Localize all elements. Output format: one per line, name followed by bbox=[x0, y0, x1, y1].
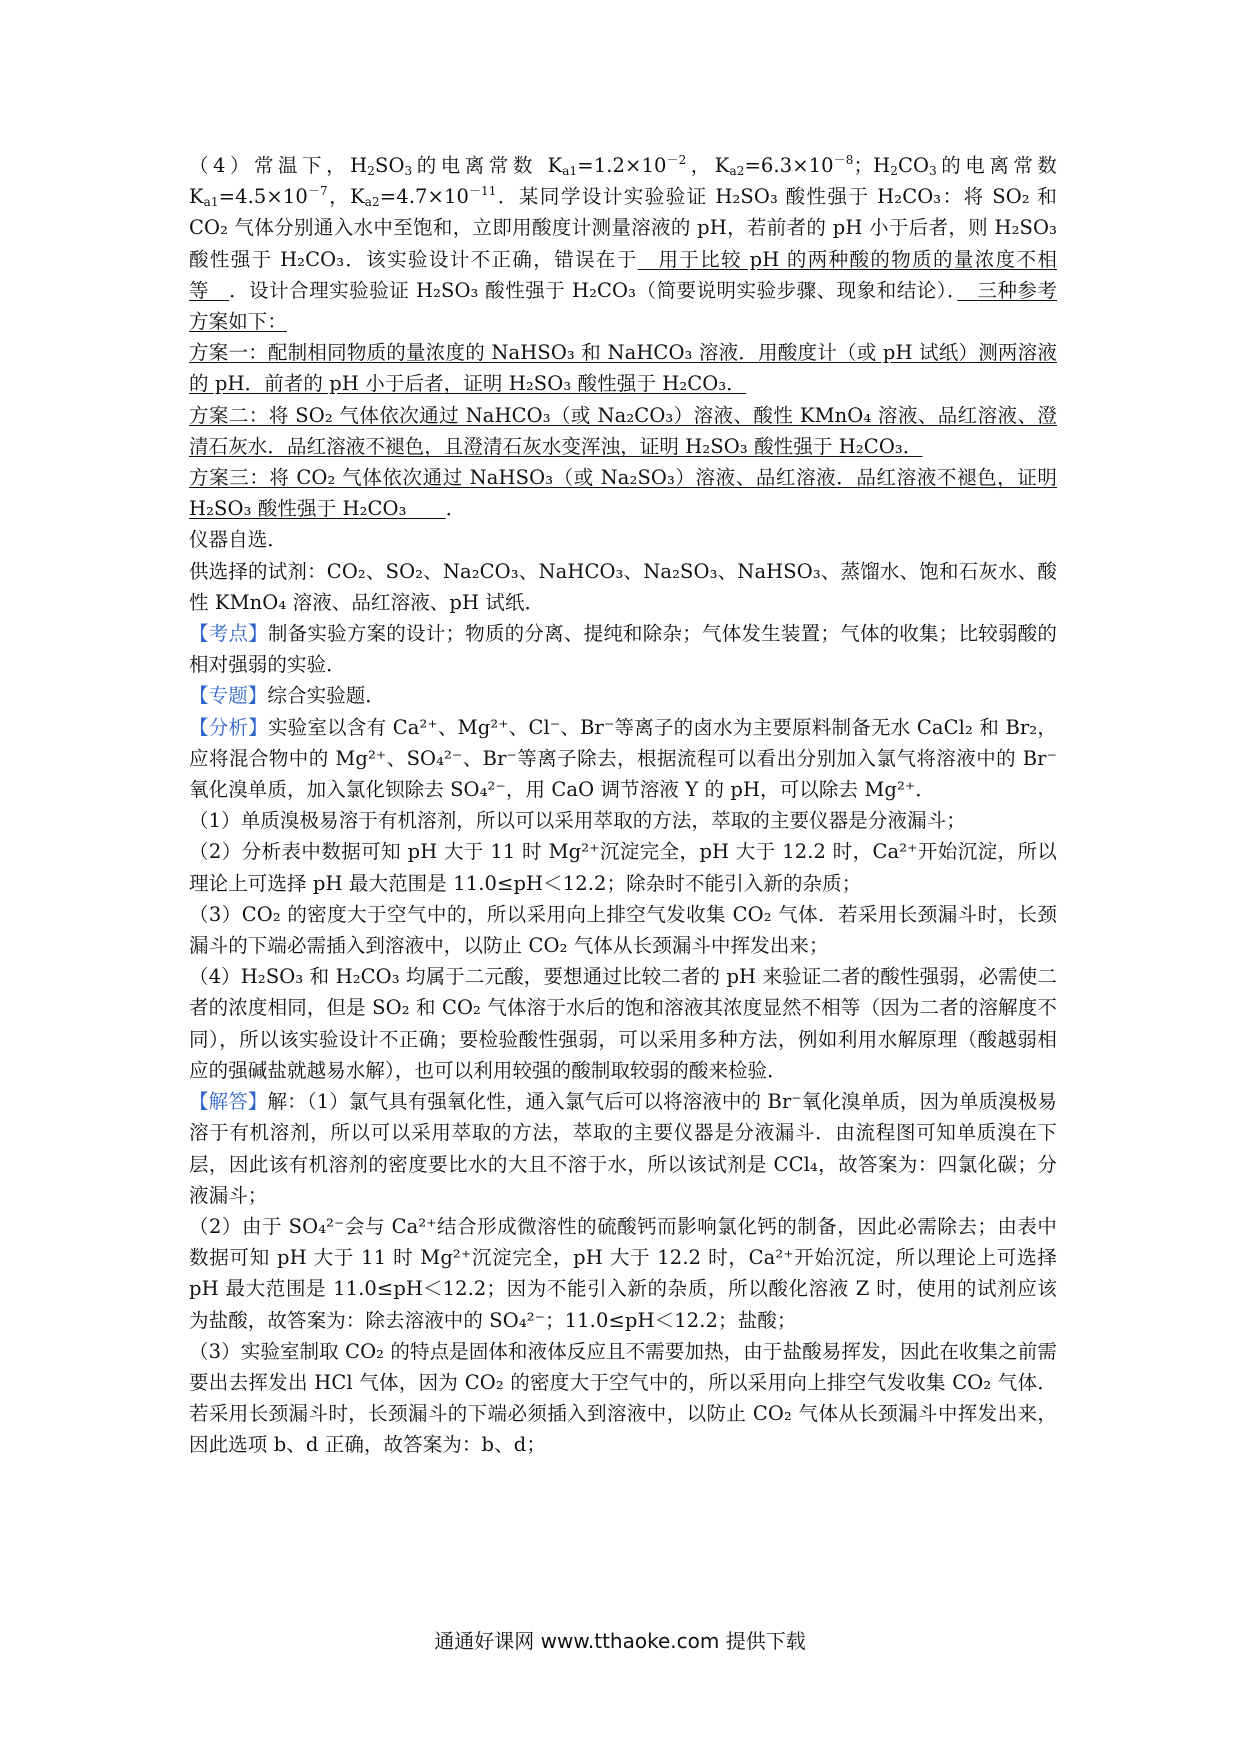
plan-1: 方案一：配制相同物质的量浓度的 NaHSO₃ 和 NaHCO₃ 溶液．用酸度计（或 pH 试纸）测两溶液的 pH．前者的 pH 小于后者，证明 H₂SO₃ 酸性强于 H₂CO₃． bbox=[189, 341, 1057, 396]
ka1b-exponent: －7 bbox=[307, 184, 328, 199]
ka2-value: =6.3×10 bbox=[744, 154, 834, 177]
ka1-value: =1.2×10 bbox=[577, 154, 667, 177]
ka2b-exponent: －11 bbox=[468, 184, 497, 199]
kaodian-text: 制备实验方案的设计；物质的分离、提纯和除杂；气体发生装置；气体的收集；比较弱酸的相对强弱的实验． bbox=[189, 622, 1057, 677]
fenxi-part-4: （4）H₂SO₃ 和 H₂CO₃ 均属于二元酸，要想通过比较二者的 pH 来验证二者的酸性强弱，必需使二者的浓度相同，但是 SO₂ 和 CO₂ 气体溶于水后的饱和溶液其浓度显然不相等（因为二者的溶解度不同），所以该实验设计不正确；要检验酸性强弱，可以采用多种方法，例如利用水解原理（酸越弱相应的强碱盐就越易水解），也可以利用较强的酸制取较弱的酸来检验． bbox=[189, 965, 1057, 1082]
jieda-text: 解：（1）氯气具有强氧化性，通入氯气后可以将溶液中的 Br⁻氧化溴单质，因为单质溴极易溶于有机溶剂，所以可以采用萃取的方法，萃取的主要仪器是分液漏斗．由流程图可知单质溴在下层，因此该有机溶剂的密度要比水的大且不溶于水，所以该试剂是 CCl₄，故答案为：四氯化碳；分液漏斗； bbox=[189, 1090, 1057, 1207]
plan-3: 方案三：将 CO₂ 气体依次通过 NaHSO₃（或 Na₂SO₃）溶液、品红溶液．品红溶液不褪色，证明 H₂SO₃ 酸性强于 H₂CO₃ ． bbox=[189, 466, 1057, 521]
plans-intro: 三种参考方案如下： bbox=[189, 278, 1057, 334]
ka2-exponent: －8 bbox=[833, 153, 854, 167]
error-answer: 用于比较 pH 的两种酸的物质的量浓度不相等 bbox=[189, 247, 1057, 302]
ka1b-value: =4.5×10 bbox=[218, 185, 308, 209]
ka2b-value: =4.7×10 bbox=[379, 185, 469, 209]
fenxi-part-2: （2）分析表中数据可知 pH 大于 11 时 Mg²⁺沉淀完全，pH 大于 12.2 时，Ca²⁺开始沉淀，所以理论上可选择 pH 最大范围是 11.0≤pH＜12.2；除杂时不能引入新的杂质； bbox=[189, 840, 1057, 895]
experiment-design-text: ．某同学设计实验验证 H₂SO₃ 酸性强于 H₂CO₃：将 SO₂ 和 CO₂ 气体分别通入水中至饱和，立即用酸度计测量溶液的 pH，若前者的 pH 小于后者，则 H₂SO₃ 酸性强于 H₂CO₃．该实验设计不正确，错误在于 bbox=[189, 185, 1057, 271]
jieda-part-2: （2）由于 SO₄²⁻会与 Ca²⁺结合形成微溶性的硫酸钙而影响氯化钙的制备，因此必需除去；由表中数据可知 pH 大于 11 时 Mg²⁺沉淀完全，pH 大于 12.2 时，Ca²⁺开始沉淀，所以理论上可选择 pH 最大范围是 11.0≤pH＜12.2；因为不能引入新的杂质，所以酸化溶液 Z 时，使用的试剂应该为盐酸，故答案为：除去溶液中的 SO₄²⁻；11.0≤pH＜12.2；盐酸； bbox=[189, 1214, 1057, 1332]
ka1-exponent: －2 bbox=[666, 153, 687, 167]
fenxi-part-1: （1）单质溴极易溶于有机溶剂，所以可以采用萃取的方法，萃取的主要仪器是分液漏斗； bbox=[189, 809, 966, 833]
plan-2: 方案二：将 SO₂ 气体依次通过 NaHCO₃（或 Na₂CO₃）溶液、酸性 KMnO₄ 溶液、品红溶液、澄清石灰水．品红溶液不褪色，且澄清石灰水变浑浊，证明 H₂SO₃ 酸性强于 H₂CO₃． bbox=[189, 403, 1058, 458]
h2so3-ka-label: 的电离常数 K bbox=[412, 154, 563, 177]
zhuanti-section bbox=[189, 680, 1057, 711]
jieda-part-3: （3）实验室制取 CO₂ 的特点是固体和液体反应且不需要加热，由于盐酸易挥发，因此在收集之前需要出去挥发出 HCl 气体，因为 CO₂ 的密度大于空气中的，所以采用向上排空气发收集 CO₂ 气体．若采用长颈漏斗时，长颈漏斗的下端必须插入到溶液中，以防止 CO₂ 气体从长颈漏斗中挥发出来，因此选项 b、d 正确，故答案为：b、d； bbox=[189, 1339, 1057, 1457]
fenxi-section bbox=[189, 712, 1057, 806]
h2co3-ka-label: 的电离常数 K bbox=[189, 154, 1057, 209]
zhuanti-text: 综合实验题． bbox=[267, 684, 386, 708]
instruments-note: 仪器自选． bbox=[189, 528, 288, 552]
fenxi-part-3: （3）CO₂ 的密度大于空气中的，所以采用向上排空气发收集 CO₂ 气体．若采用长颈漏斗时，长颈漏斗的下端必需插入到溶液中，以防止 CO₂ 气体从长颈漏斗中挥发出来； bbox=[189, 902, 1057, 958]
zhuanti-tag: 【专题】 bbox=[189, 684, 268, 708]
reagents-list: 供选择的试剂：CO₂、SO₂、Na₂CO₃、NaHCO₃、Na₂SO₃、NaHSO₃、蒸馏水、饱和石灰水、酸性 KMnO₄ 溶液、品红溶液、pH 试纸． bbox=[189, 559, 1057, 614]
page-footer: 通通好课网 www.tthaoke.com 提供下载 bbox=[434, 1629, 806, 1653]
kaodian-tag: 【考点】 bbox=[189, 622, 268, 646]
fenxi-text: 实验室以含有 Ca²⁺、Mg²⁺、Cl⁻、Br⁻等离子的卤水为主要原料制备无水 CaCl₂ 和 Br₂，应将混合物中的 Mg²⁺、SO₄²⁻、Br⁻等离子除去，根据流程可以看出分别加入氯气将溶液中的 Br⁻氧化溴单质，加入氯化钡除去 SO₄²⁻，用 CaO 调节溶液 Y 的 pH，可以除去 Mg²⁺． bbox=[189, 715, 1058, 802]
jieda-tag: 【解答】 bbox=[189, 1090, 268, 1114]
question-4: （4）常温下，$H_2SO_3$的电离常数 $K_{a1}=1.2\times 10^{-2}$，$K_{a2}=6.3\times 10^{-8}$；$H_2CO_3$的电离常数 $K_{a1}=4.5\times 10^{-7}$，$K_{a2}=4.7\times 10^{-11}$．某同学设计实验验证 H₂SO₃ 酸性强于 H₂CO₃：将 SO₂ 和 CO₂ 气体分别通入水中至饱和，立即用酸度计测量溶液的 pH，若前者的 pH 小于后者，则 H₂SO₃ 酸性强于 H₂CO₃．该实验设计不正确，错误在于 用于比较 pH 的两种酸的物质的量浓度不相等 ．设计合理实验验证 H₂SO₃ 酸性强于 H₂CO₃（简要说明实验步骤、现象和结论）． 三种参考方案如下： bbox=[189, 153, 1057, 334]
document-body bbox=[189, 150, 1057, 1461]
question-4-intro: （4）常温下， bbox=[189, 154, 351, 177]
jieda-section bbox=[189, 1086, 1057, 1211]
design-prompt: ．设计合理实验验证 H₂SO₃ 酸性强于 H₂CO₃（简要说明实验步骤、现象和结论）． bbox=[229, 278, 958, 302]
kaodian-section bbox=[189, 618, 1057, 680]
fenxi-tag: 【分析】 bbox=[189, 715, 268, 739]
